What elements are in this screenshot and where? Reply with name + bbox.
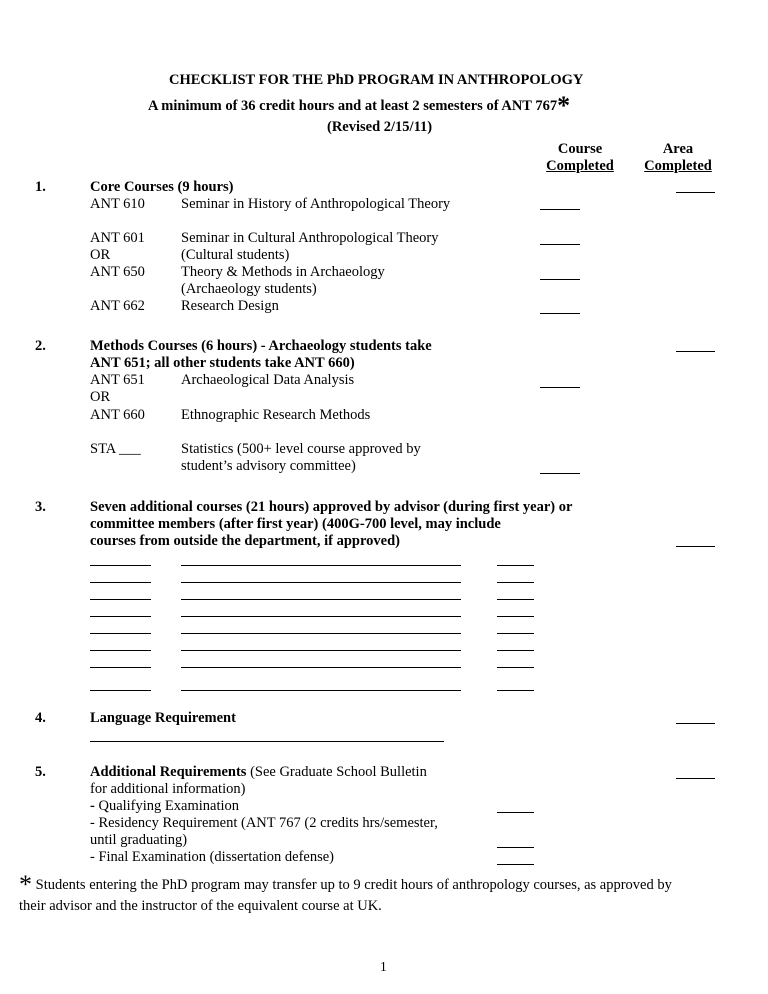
s5-item1-text: Qualifying Examination [98,798,240,814]
s5-item2-line2: until graduating) [90,832,188,848]
s1-course2-note: (Cultural students) [181,247,290,263]
s2-course1-name: Archaeological Data Analysis [181,372,355,388]
section-5-line2: for additional information) [90,781,246,797]
s3-row2-title-blank[interactable] [181,582,461,583]
footnote-line1-text: Students entering the PhD program may transfer up to 9 credit hours of anthropology courses, as approved by [32,877,672,893]
s1-or: OR [90,247,111,263]
section-3-heading-line1: Seven additional courses (21 hours) approved by advisor (during first year) or [90,499,573,515]
s3-row7-check-blank[interactable] [497,667,534,668]
s1-course3-note: (Archaeology students) [181,281,317,297]
s3-row5-title-blank[interactable] [181,633,461,634]
s3-row3-title-blank[interactable] [181,599,461,600]
section-1-number: 1. [35,179,46,195]
s3-row1-title-blank[interactable] [181,565,461,566]
language-requirement-blank[interactable] [90,741,444,742]
s3-row6-title-blank[interactable] [181,650,461,651]
s2-course2-code: ANT 660 [90,407,145,423]
section-3-heading-line3: courses from outside the department, if approved) [90,533,400,549]
s3-row1-code-blank[interactable] [90,565,151,566]
s1-course4-blank[interactable] [540,313,580,314]
s3-row2-check-blank[interactable] [497,582,534,583]
section-5-heading-rest: (See Graduate School Bulletin [246,764,427,780]
section-4-heading: Language Requirement [90,710,236,726]
footnote-line1 [19,870,672,899]
section-3-heading-line2: committee members (after first year) (400G-700 level, may include [90,516,501,532]
section-2-heading-line1: Methods Courses (6 hours) - Archaeology students take [90,338,432,354]
s3-row1-check-blank[interactable] [497,565,534,566]
section-4-area-blank[interactable] [676,723,715,724]
s3-row6-code-blank[interactable] [90,650,151,651]
s2-course1-code: ANT 651 [90,372,145,388]
s3-row4-code-blank[interactable] [90,616,151,617]
section-5-heading-bold: Additional Requirements [90,764,247,780]
footnote-star: * [19,870,32,899]
s3-row8-check-blank[interactable] [497,690,534,691]
s5-item2-blank[interactable] [497,847,534,848]
section-1-heading: Core Courses (9 hours) [90,179,234,195]
section-3-area-blank[interactable] [676,546,715,547]
page-subtitle [148,91,571,120]
s1-course1-blank[interactable] [540,209,580,210]
page-number: 1 [380,959,387,974]
s3-row2-code-blank[interactable] [90,582,151,583]
footnote-line2: their advisor and the instructor of the equivalent course at UK. [19,898,382,914]
section-5-area-blank[interactable] [676,778,715,779]
subtitle-text: A minimum of 36 credit hours and at least 2 semesters of ANT 767 [148,98,558,114]
course-completed-header-line2: Completed [546,158,614,174]
s1-course4-name: Research Design [181,298,279,314]
s1-course2-blank[interactable] [540,244,580,245]
s2-or: OR [90,389,111,405]
section-4-number: 4. [35,710,46,726]
s5-item1 [90,798,239,815]
s2-course3-blank[interactable] [540,473,580,474]
s2-course3-code: STA ___ [90,441,141,457]
s5-item1-blank[interactable] [497,812,534,813]
s1-course3-code: ANT 650 [90,264,145,280]
s3-row7-title-blank[interactable] [181,667,461,668]
s3-row8-code-blank[interactable] [90,690,151,691]
s5-item3-blank[interactable] [497,864,534,865]
s2-course3-name-line2: student’s advisory committee) [181,458,356,474]
s1-course2-code: ANT 601 [90,230,145,246]
s3-row6-check-blank[interactable] [497,650,534,651]
s1-course2-name: Seminar in Cultural Anthropological Theory [181,230,439,246]
s3-row4-title-blank[interactable] [181,616,461,617]
s3-row3-check-blank[interactable] [497,599,534,600]
subtitle-star: * [557,91,571,120]
s5-item1-dash: - [90,798,99,814]
section-2-area-blank[interactable] [676,351,715,352]
s2-course2-name: Ethnographic Research Methods [181,407,371,423]
section-1-area-blank[interactable] [676,192,715,193]
revised-date: (Revised 2/15/11) [327,119,433,135]
section-3-number: 3. [35,499,46,515]
s1-course3-name: Theory & Methods in Archaeology [181,264,385,280]
s3-row5-check-blank[interactable] [497,633,534,634]
course-completed-header-line1: Course [557,141,603,157]
s3-row4-check-blank[interactable] [497,616,534,617]
s1-course4-code: ANT 662 [90,298,145,314]
section-5-number: 5. [35,764,46,780]
section-5-heading [90,764,427,781]
s3-row3-code-blank[interactable] [90,599,151,600]
area-completed-header-line1: Area [662,141,694,157]
s5-item3: - Final Examination (dissertation defense) [90,849,335,865]
s1-course1-name: Seminar in History of Anthropological Theory [181,196,451,212]
s5-item2-line1: - Residency Requirement (ANT 767 (2 credits hrs/semester, [90,815,438,831]
area-completed-header-line2: Completed [644,158,712,174]
s1-course1-code: ANT 610 [90,196,145,212]
s3-row5-code-blank[interactable] [90,633,151,634]
s2-course1-blank[interactable] [540,387,580,388]
s1-course3-blank[interactable] [540,279,580,280]
section-2-number: 2. [35,338,46,354]
s3-row8-title-blank[interactable] [181,690,461,691]
s2-course3-name-line1: Statistics (500+ level course approved by [181,441,421,457]
s3-row7-code-blank[interactable] [90,667,151,668]
section-2-heading-line2: ANT 651; all other students take ANT 660) [90,355,355,371]
page-title: CHECKLIST FOR THE PhD PROGRAM IN ANTHROPOLOGY [169,72,584,88]
